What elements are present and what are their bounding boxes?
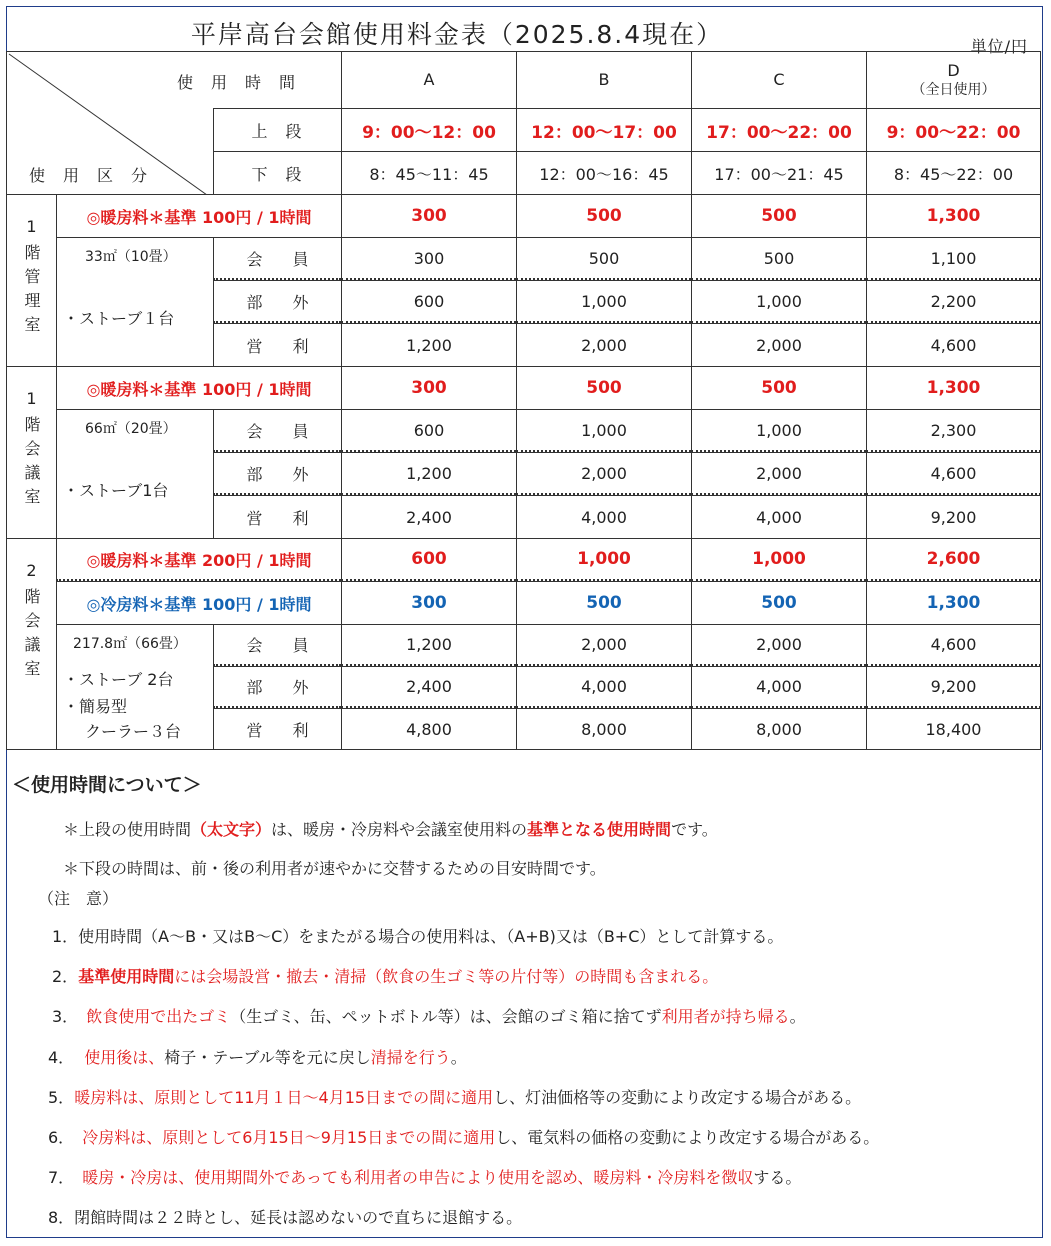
rate-value-a — [341, 237, 516, 280]
rate-value-c-text: 500 — [763, 248, 795, 268]
caution-7: 7． 暖房・冷房は、使用期間外であっても利用者の申告により使用を認め、暖房料・冷房料を徴収する。 — [48, 1168, 802, 1187]
caution-2: 2．基準使用時間には会場設営・撤去・清掃（飲食の生ゴミ等の片付等）の時間も含まれる。 — [52, 967, 719, 986]
rate-value-b — [516, 495, 691, 538]
unit-label: 単位/円 — [970, 37, 1028, 56]
heating-value-a — [341, 366, 516, 409]
heating-label-3-text: ◎暖房料＊基準 200円 / 1時間 — [86, 550, 312, 570]
rate-value-a — [341, 495, 516, 538]
heating-value-d-text: 1,300 — [926, 378, 981, 398]
rate-value-a-text: 600 — [413, 420, 445, 440]
room-spec-3 — [56, 624, 213, 750]
rate-value-b-text: 2,000 — [581, 463, 627, 483]
heating-value-c — [691, 538, 866, 581]
caution-3: 3． 飲食使用で出たゴミ（生ゴミ、缶、ペットボトル等）は、会館のゴミ箱に捨てず利用者が持ち帰る。 — [52, 1007, 806, 1026]
rate-value-c — [691, 666, 866, 708]
caution-heading: （注 意） — [38, 889, 119, 908]
heating-label-3 — [56, 538, 341, 581]
rate-value-c — [691, 409, 866, 452]
rate-value-a — [341, 666, 516, 708]
rate-category — [213, 452, 341, 495]
rate-value-c-text: 8,000 — [756, 719, 802, 739]
col-d-header — [866, 51, 1041, 108]
rate-value-a-text: 1,200 — [406, 335, 452, 355]
room-area: 33㎡（10畳） — [85, 249, 177, 265]
rate-category-text: 部外 — [246, 292, 339, 312]
rate-value-d — [866, 323, 1041, 366]
rate-category-text: 部外 — [246, 678, 339, 697]
rate-value-a-text: 2,400 — [406, 507, 452, 527]
rate-value-a-text: 300 — [413, 248, 445, 268]
rate-value-c-text: 4,000 — [756, 677, 802, 696]
heating-value-d — [866, 538, 1041, 581]
upper-time-b-text: 12：00～17：00 — [531, 122, 677, 143]
cooling-value-d-text: 1,300 — [926, 593, 981, 613]
rate-value-d — [866, 495, 1041, 538]
upper-time-c — [691, 108, 866, 151]
lower-time-b — [516, 151, 691, 194]
rate-value-a-text: 4,800 — [406, 719, 452, 739]
rate-value-b — [516, 280, 691, 323]
heating-value-d — [866, 366, 1041, 409]
rate-value-b-text: 1,000 — [581, 420, 627, 440]
rate-value-d — [866, 708, 1041, 750]
col-sub: （全日使用） — [911, 82, 996, 99]
rate-category — [213, 323, 341, 366]
rate-value-b-text: 4,000 — [581, 677, 627, 696]
room-area: 66㎡（20畳） — [85, 421, 177, 437]
rate-value-b-text: 1,000 — [581, 291, 627, 311]
heating-value-c-text: 500 — [761, 206, 797, 226]
room-name-text: 2階会議室 — [22, 561, 41, 684]
heating-value-a — [341, 538, 516, 581]
room-name-3 — [6, 538, 56, 750]
heating-value-b — [516, 194, 691, 237]
rate-category-text: 部外 — [246, 464, 339, 484]
rate-category — [213, 666, 341, 708]
heating-value-c-text: 500 — [761, 378, 797, 398]
rate-value-c-text: 1,000 — [756, 420, 802, 440]
rate-value-d — [866, 452, 1041, 495]
rate-value-d — [866, 624, 1041, 666]
rate-value-d-text: 18,400 — [925, 719, 982, 739]
heating-label-2 — [56, 366, 341, 409]
upper-time-d-text: 9：00～22：00 — [886, 122, 1021, 143]
rate-value-a-text: 2,400 — [406, 677, 452, 696]
rate-value-d-text: 1,100 — [930, 248, 977, 268]
col-name: B — [598, 69, 610, 89]
upper-time-b — [516, 108, 691, 151]
cooling-value-d — [866, 581, 1041, 624]
lower-time-c-text: 17：00～21：45 — [714, 164, 844, 184]
heating-label-1-text: ◎暖房料＊基準 100円 / 1時間 — [86, 207, 312, 227]
heating-value-d-text: 1,300 — [926, 206, 981, 226]
rate-value-c — [691, 495, 866, 538]
rate-value-a — [341, 409, 516, 452]
caution-4: 4． 使用後は、椅子・テーブル等を元に戻し清掃を行う。 — [48, 1048, 467, 1067]
rate-value-d — [866, 666, 1041, 708]
rate-category-text: 会員 — [246, 421, 339, 441]
heating-value-c — [691, 366, 866, 409]
lower-time-a-text: 8：45～11：45 — [369, 164, 489, 184]
rate-category — [213, 280, 341, 323]
heating-value-d-text: 2,600 — [926, 549, 981, 569]
rate-value-c — [691, 237, 866, 280]
rate-category — [213, 495, 341, 538]
col-c-header — [691, 51, 866, 108]
cooling-label-text: ◎冷房料＊基準 100円 / 1時間 — [86, 594, 312, 614]
rate-value-a-text: 1,200 — [406, 635, 452, 654]
rate-value-c — [691, 452, 866, 495]
room-equipment: ・ストーブ１台 — [63, 309, 175, 328]
rate-value-b — [516, 666, 691, 708]
cooling-value-a — [341, 581, 516, 624]
rate-value-c-text: 4,000 — [756, 507, 802, 527]
rate-category-text: 会員 — [246, 249, 339, 269]
rate-value-b — [516, 452, 691, 495]
rate-value-b — [516, 323, 691, 366]
room-name-text: 1階会議室 — [22, 389, 41, 512]
cooling-label — [56, 581, 341, 624]
rate-value-b — [516, 409, 691, 452]
rate-value-a — [341, 323, 516, 366]
rate-value-b — [516, 624, 691, 666]
rate-value-c — [691, 624, 866, 666]
heating-value-b-text: 1,000 — [577, 549, 631, 569]
cooling-value-b — [516, 581, 691, 624]
lower-time-c — [691, 151, 866, 194]
rate-value-d-text: 4,600 — [930, 463, 977, 483]
rate-value-c-text: 1,000 — [756, 291, 802, 311]
heating-value-b — [516, 366, 691, 409]
rate-value-c-text: 2,000 — [756, 463, 802, 483]
caution-6: 6． 冷房料は、原則として6月15日～9月15日までの間に適用し、電気料の価格の変動により改定する場合がある。 — [48, 1128, 880, 1147]
heating-value-b-text: 500 — [586, 378, 622, 398]
notes-section — [8, 770, 1028, 1227]
upper-time-d — [866, 108, 1041, 151]
rate-value-b-text: 2,000 — [581, 335, 627, 355]
lower-time-b-text: 12：00～16：45 — [539, 164, 669, 184]
room-name-text: 1階管理室 — [22, 217, 41, 340]
rate-value-c — [691, 708, 866, 750]
rate-value-a-text: 1,200 — [406, 463, 452, 483]
col-name: D — [947, 60, 960, 80]
note-2: ＊下段の時間は、前・後の利用者が速やかに交替するための目安時間です。 — [63, 859, 606, 878]
room-equipment-2: ・簡易型 — [63, 697, 128, 716]
caution-5: 5．暖房料は、原則として11月１日～4月15日までの間に適用し、灯油価格等の変動により改定する場合がある。 — [48, 1088, 862, 1107]
rate-value-c-text: 2,000 — [756, 635, 802, 654]
rate-category-text: 営利 — [246, 336, 339, 356]
room-equipment: ・ストーブ1台 — [63, 481, 169, 500]
heating-value-c-text: 1,000 — [752, 549, 806, 569]
cooling-value-b-text: 500 — [586, 593, 622, 613]
rate-category — [213, 409, 341, 452]
rate-value-c-text: 2,000 — [756, 335, 802, 355]
rate-value-b-text: 4,000 — [581, 507, 627, 527]
upper-time-c-text: 17：00～22：00 — [706, 122, 852, 143]
rate-value-d — [866, 280, 1041, 323]
rate-category — [213, 237, 341, 280]
upper-label-cell — [213, 108, 341, 151]
room-area: 217.8㎡（66畳） — [73, 636, 187, 652]
heating-value-a-text: 600 — [411, 549, 447, 569]
rate-value-a — [341, 280, 516, 323]
rate-value-b — [516, 708, 691, 750]
rate-category — [213, 624, 341, 666]
upper-time-a-text: 9：00～12：00 — [362, 122, 496, 143]
lower-time-d — [866, 151, 1041, 194]
heating-label-1 — [56, 194, 341, 237]
room-name-1 — [6, 194, 56, 366]
notes-heading: ＜使用時間について＞ — [12, 774, 202, 796]
room-equipment: ・ストーブ 2台 — [63, 670, 174, 689]
heating-value-a-text: 300 — [411, 206, 447, 226]
heating-value-a-text: 300 — [411, 378, 447, 398]
rate-value-b-text: 2,000 — [581, 635, 627, 654]
heating-value-c — [691, 194, 866, 237]
rate-value-b-text: 8,000 — [581, 719, 627, 739]
cooling-value-a-text: 300 — [411, 593, 447, 613]
cooling-value-c — [691, 581, 866, 624]
col-b-header — [516, 51, 691, 108]
lower-time-d-text: 8：45～22：00 — [893, 164, 1014, 184]
upper-label-cell-text: 上段 — [251, 121, 320, 141]
heating-value-b — [516, 538, 691, 581]
lower-time-a — [341, 151, 516, 194]
room-spec-1 — [56, 237, 213, 366]
rate-category-text: 営利 — [246, 508, 339, 528]
fee-grid — [6, 51, 1043, 753]
caution-1: 1．使用時間（A～B・又はB～C）をまたがる場合の使用料は、（A+B)又は（B+C）として計算する。 — [52, 927, 784, 946]
lower-label-cell — [213, 151, 341, 194]
rate-category-text: 営利 — [246, 720, 339, 740]
room-name-2 — [6, 366, 56, 538]
rate-category — [213, 708, 341, 750]
col-name: A — [423, 69, 435, 89]
heating-label-2-text: ◎暖房料＊基準 100円 / 1時間 — [86, 379, 312, 399]
rate-value-a-text: 600 — [413, 291, 445, 311]
col-a-header — [341, 51, 516, 108]
rate-value-b — [516, 237, 691, 280]
rate-value-a — [341, 452, 516, 495]
category-label: 使用区分 — [29, 166, 166, 185]
note-1: ＊上段の使用時間（太文字）は、暖房・冷房料や会議室使用料の基準となる使用時間です。 — [63, 820, 718, 839]
cooling-value-c-text: 500 — [761, 593, 797, 613]
rate-value-b-text: 500 — [588, 248, 620, 268]
col-name: C — [773, 69, 785, 89]
rate-value-c — [691, 323, 866, 366]
rate-value-a — [341, 624, 516, 666]
rate-category-text: 会員 — [246, 636, 339, 655]
rate-value-a — [341, 708, 516, 750]
rate-value-d-text: 9,200 — [930, 677, 977, 696]
page-title: 平岸高台会館使用料金表（2025.8.4現在） — [190, 20, 724, 49]
rate-value-d-text: 4,600 — [930, 335, 977, 355]
caution-8: 8．閉館時間は２２時とし、延長は認めないので直ちに退館する。 — [48, 1208, 523, 1227]
heating-value-b-text: 500 — [586, 206, 622, 226]
rate-value-d — [866, 409, 1041, 452]
heating-value-d — [866, 194, 1041, 237]
room-spec-2 — [56, 409, 213, 538]
rate-value-c — [691, 280, 866, 323]
rate-value-d — [866, 237, 1041, 280]
rate-value-d-text: 9,200 — [930, 507, 977, 527]
lower-label-cell-text: 下段 — [251, 164, 320, 184]
time-label: 使用時間 — [177, 73, 314, 92]
rate-value-d-text: 2,200 — [930, 291, 977, 311]
rate-value-d-text: 2,300 — [930, 420, 977, 440]
upper-time-a — [341, 108, 516, 151]
room-equipment-3: クーラー３台 — [85, 722, 182, 741]
heating-value-a — [341, 194, 516, 237]
rate-value-d-text: 4,600 — [930, 635, 977, 654]
